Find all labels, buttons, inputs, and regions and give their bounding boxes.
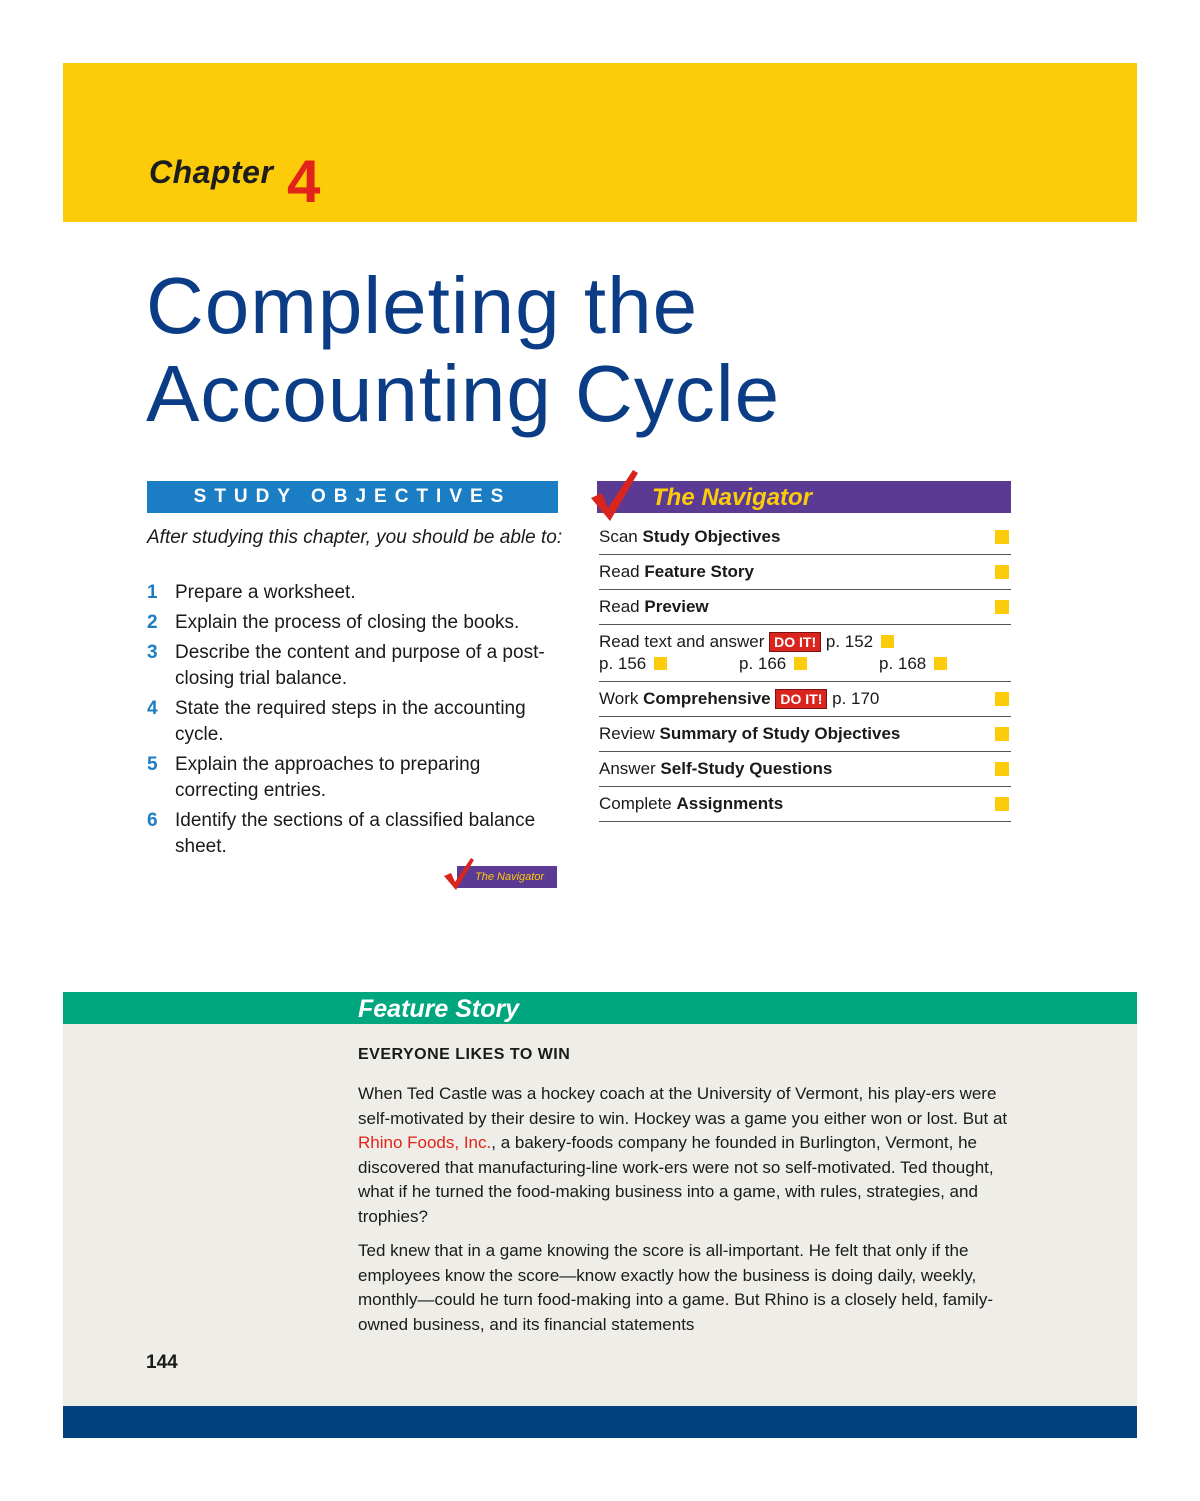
checkmark-icon <box>587 468 639 524</box>
objective-number: 2 <box>147 612 158 633</box>
paragraph-text: , a bakery-foods company he founded in Burlington, Vermont, he discovered that manufacturing-line work-ers were not so self-motivated. Ted thought, what if he turned the food-making business into a game, with rules, strategies, and trophies? <box>358 1133 994 1226</box>
navigator-page: p. 152 <box>825 632 874 651</box>
checkbox-icon[interactable] <box>995 762 1009 776</box>
navigator-checklist <box>599 520 1011 822</box>
do-it-badge: DO IT! <box>769 632 821 652</box>
checkbox-icon[interactable] <box>995 530 1009 544</box>
navigator-tag <box>457 866 557 888</box>
chapter-band <box>63 63 1137 222</box>
navigator-item: Feature Story <box>644 562 754 581</box>
navigator-row <box>599 555 1011 590</box>
navigator-item: Preview <box>644 597 709 616</box>
checkbox-icon[interactable] <box>995 565 1009 579</box>
objective-number: 4 <box>147 698 158 719</box>
navigator-row <box>599 520 1011 555</box>
checkbox-icon[interactable] <box>934 657 947 670</box>
navigator-verb: Read <box>599 597 640 616</box>
feature-paragraph: Ted knew that in a game knowing the score is all-important. He felt that only if the employees know the score—know exactly how the business is doing daily, weekly, monthly—could he turn food-making into a game. But Rhino is a closely held, family-owned business, and its financial statements <box>358 1241 993 1334</box>
navigator-page: p. 168 <box>879 654 927 673</box>
study-objectives-intro: After studying this chapter, you should be able to: <box>147 527 563 548</box>
feature-story-body <box>358 1082 1008 1347</box>
checkbox-icon[interactable] <box>794 657 807 670</box>
study-objectives-list <box>147 580 557 864</box>
checkbox-icon[interactable] <box>995 727 1009 741</box>
navigator-verb: Read text and answer <box>599 632 765 651</box>
objective-number: 5 <box>147 754 158 775</box>
chapter-title-line-2: Accounting Cycle <box>146 349 781 438</box>
objective-text: Prepare a worksheet. <box>175 582 356 603</box>
objective-text: Explain the process of closing the books. <box>175 612 520 633</box>
checkbox-icon[interactable] <box>654 657 667 670</box>
page-number: 144 <box>146 1352 178 1373</box>
feature-story-band <box>63 992 1137 1024</box>
navigator-verb: Read <box>599 562 640 581</box>
navigator-item: Study Objectives <box>642 527 781 546</box>
study-objective-item <box>147 752 557 804</box>
feature-story-title: Feature Story <box>358 995 520 1023</box>
company-link[interactable]: Rhino Foods, Inc. <box>358 1133 492 1152</box>
navigator-verb: Review <box>599 724 655 743</box>
study-objective-item <box>147 640 557 692</box>
navigator-verb: Work <box>599 689 639 708</box>
navigator-item: Self-Study Questions <box>660 759 833 778</box>
objective-number: 6 <box>147 810 158 831</box>
chapter-label: Chapter <box>149 154 274 190</box>
navigator-row <box>599 717 1011 752</box>
navigator-verb: Scan <box>599 527 638 546</box>
navigator-page: p. 170 <box>832 689 880 708</box>
navigator-row <box>599 752 1011 787</box>
chapter-title <box>146 262 1046 438</box>
footer-band <box>63 1406 1137 1438</box>
feature-story-heading: EVERYONE LIKES TO WIN <box>358 1046 571 1063</box>
checkbox-icon[interactable] <box>881 635 894 648</box>
study-objectives-header: STUDY OBJECTIVES <box>147 481 558 513</box>
navigator-row <box>599 682 1011 717</box>
navigator-item: Comprehensive <box>643 689 771 708</box>
objective-text: Explain the approaches to preparing correcting entries. <box>175 754 481 801</box>
feature-paragraph <box>358 1082 1008 1229</box>
navigator-item: Summary of Study Objectives <box>659 724 901 743</box>
checkbox-icon[interactable] <box>995 600 1009 614</box>
chapter-number: 4 <box>287 148 321 215</box>
objective-text: Describe the content and purpose of a post-closing trial balance. <box>175 642 545 689</box>
study-objective-item <box>147 580 557 606</box>
navigator-row <box>599 625 1011 682</box>
study-objective-item <box>147 696 557 748</box>
study-objective-item <box>147 610 557 636</box>
checkbox-icon[interactable] <box>995 692 1009 706</box>
study-objective-item <box>147 808 557 860</box>
navigator-item: Assignments <box>676 794 784 813</box>
objective-text: Identify the sections of a classified balance sheet. <box>175 810 536 857</box>
objective-text: State the required steps in the accounting cycle. <box>175 698 526 745</box>
paragraph-text: When Ted Castle was a hockey coach at the University of Vermont, his play-ers were self-motivated by their desire to win. Hockey was a game you either won or lost. But at <box>358 1084 1008 1128</box>
checkbox-icon[interactable] <box>995 797 1009 811</box>
objective-number: 1 <box>147 582 158 603</box>
checkmark-icon <box>441 856 475 892</box>
navigator-page: p. 156 <box>599 654 647 673</box>
navigator-verb: Complete <box>599 794 672 813</box>
navigator-title: The Navigator <box>652 484 813 511</box>
navigator-row <box>599 787 1011 822</box>
navigator-tag-label: The Navigator <box>475 871 545 883</box>
do-it-badge: DO IT! <box>775 689 827 709</box>
chapter-title-line-1: Completing the <box>146 261 699 350</box>
objective-number: 3 <box>147 642 158 663</box>
navigator-page: p. 166 <box>739 654 787 673</box>
navigator-verb: Answer <box>599 759 656 778</box>
navigator-row <box>599 590 1011 625</box>
